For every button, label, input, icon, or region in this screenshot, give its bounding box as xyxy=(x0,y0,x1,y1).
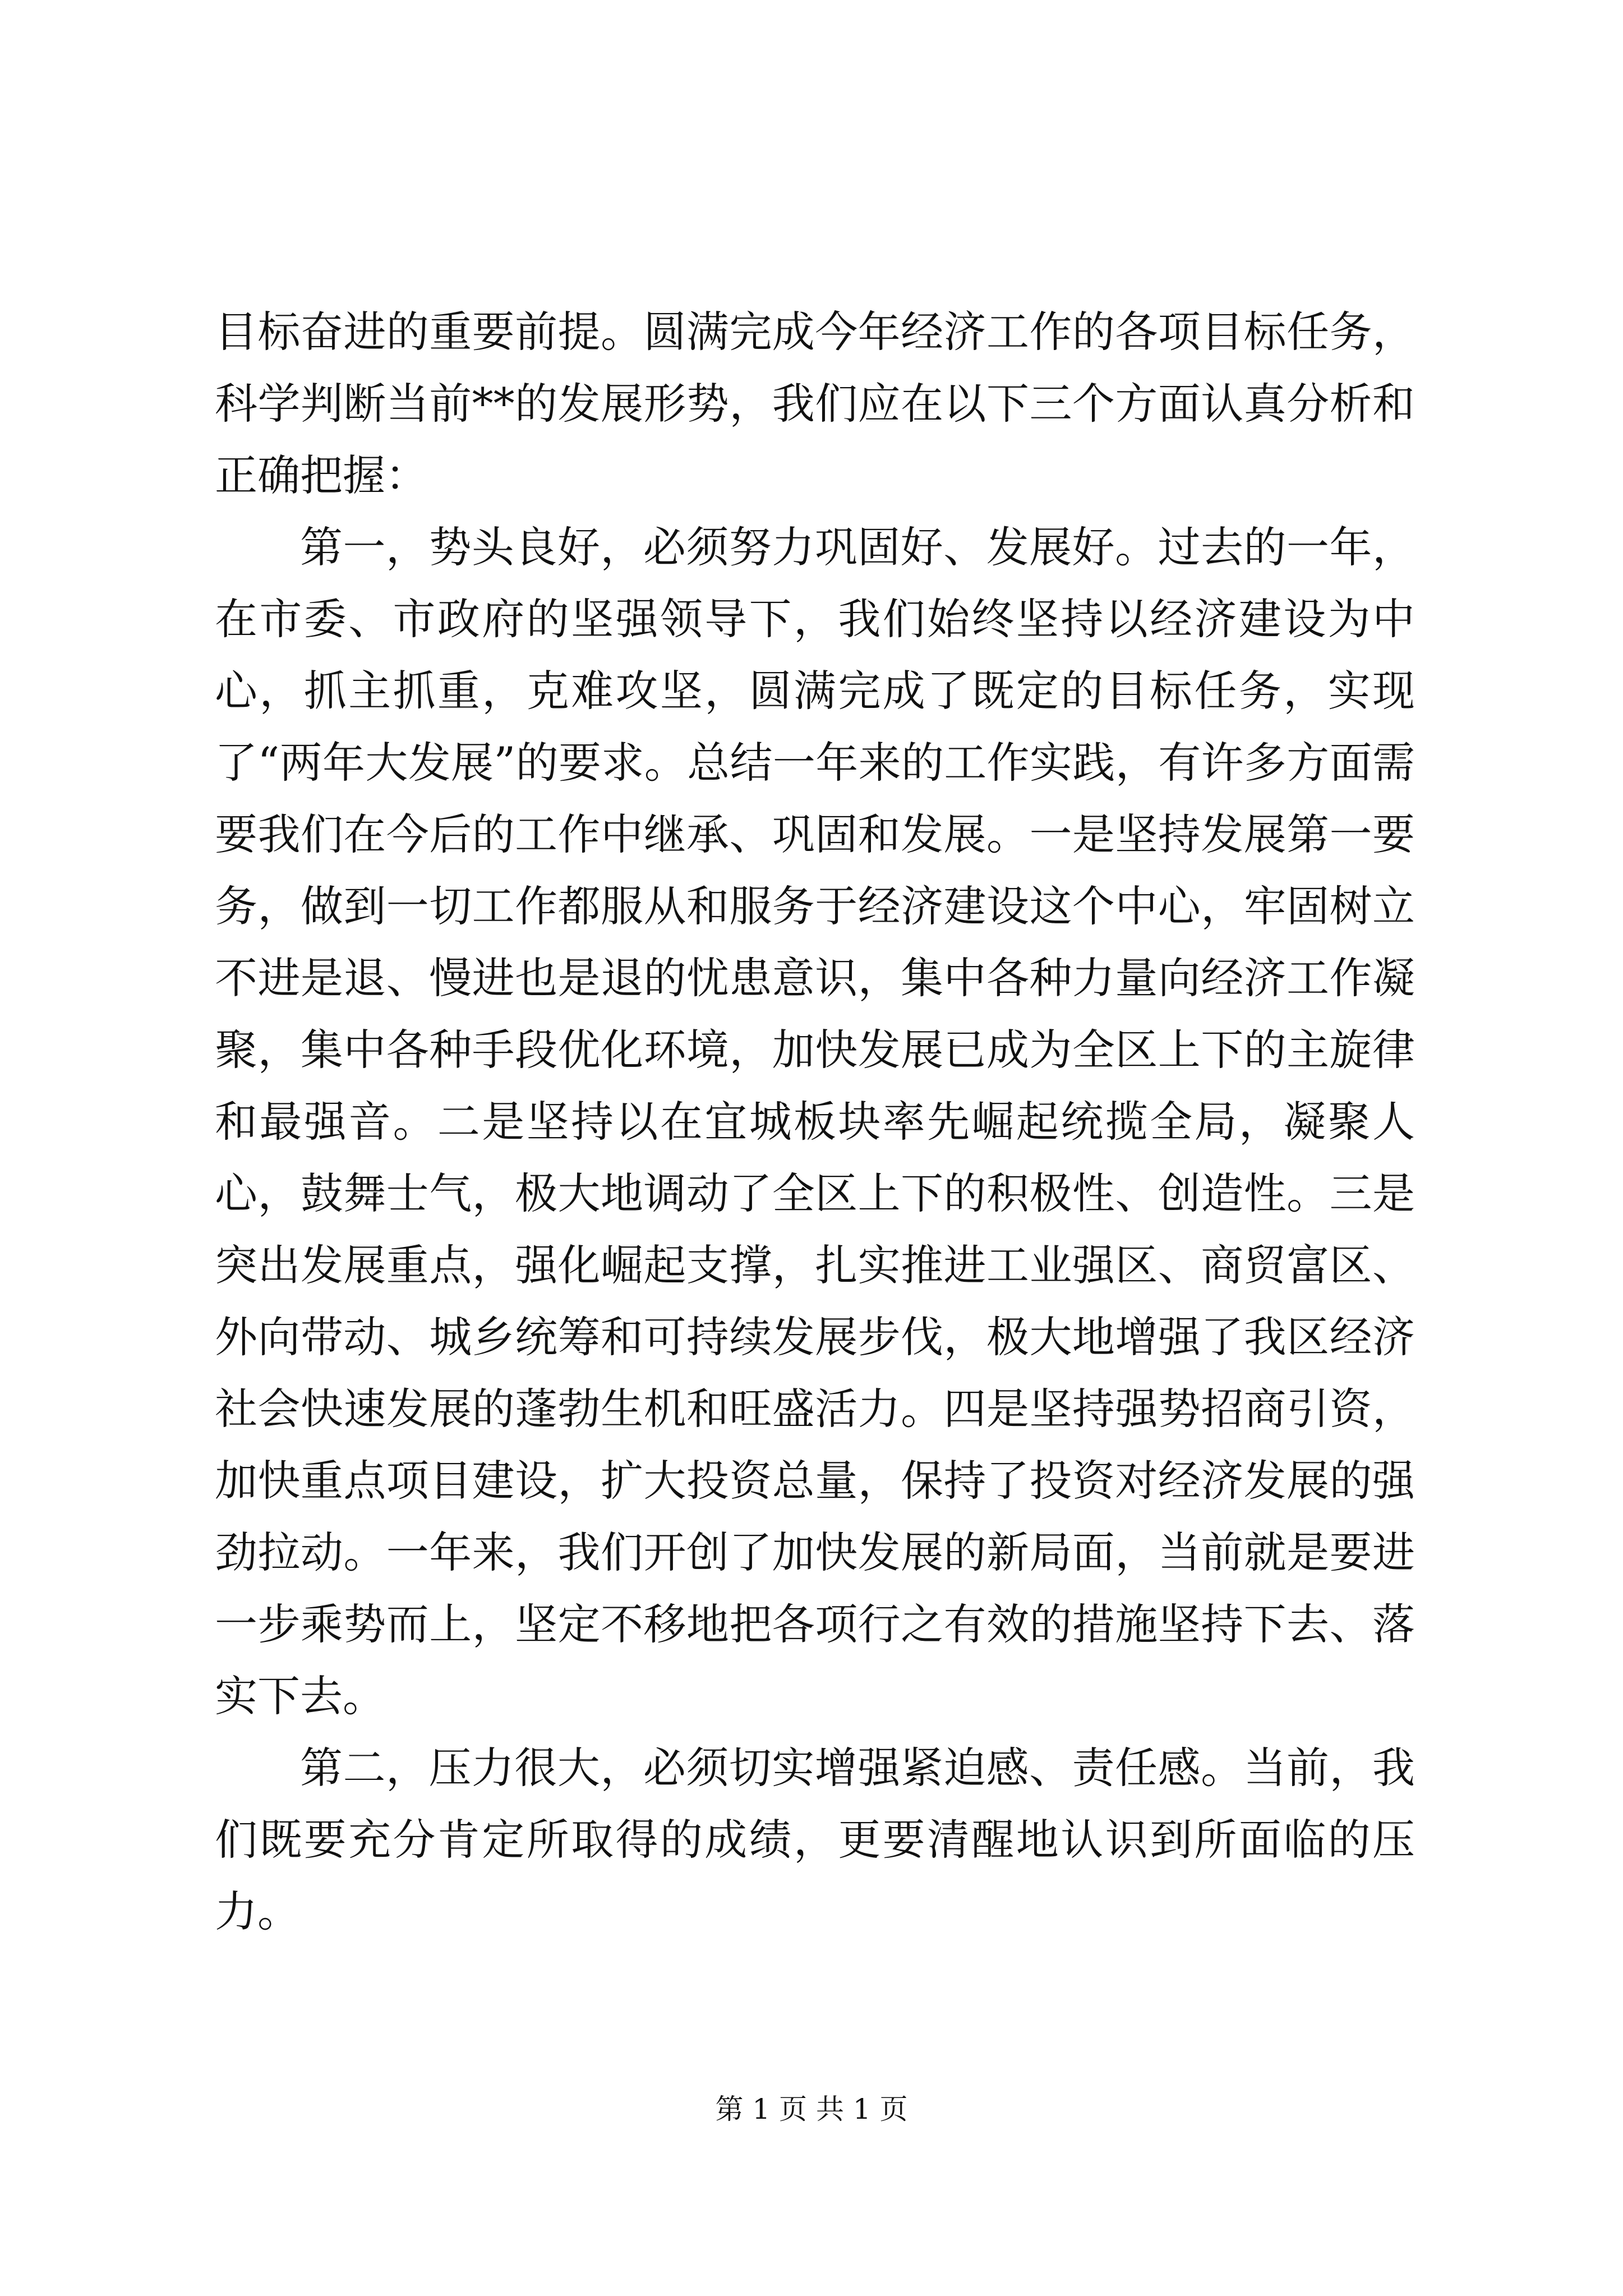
paragraph-continuation: 目标奋进的重要前提。圆满完成今年经济工作的各项目标任务，科学判断当前**的发展形势，我们应在以下三个方面认真分析和正确把握： xyxy=(215,307,1415,500)
page-footer: 第 1 页 共 1 页 xyxy=(715,2093,908,2125)
paragraph-first-point: 第一，势头良好，必须努力巩固好、发展好。过去的一年，在市委、市政府的坚强领导下，我们始终坚持以经济建设为中心，抓主抓重，克难攻坚，圆满完成了既定的目标任务，实现了“两年大发展”的要求。总结一年来的工作实践，有许多方面需要我们在今后的工作中继承、巩固和发展。一是坚持发展第一要务，做到一切工作都服从和服务于经济建设这个中心，牢固树立不进是退、慢进也是退的忧患意识，集中各种力量向经济工作凝聚，集中各种手段优化环境，加快发展已成为全区上下的主旋律和最强音。二是坚持以在宜城板块率先崛起统揽全局，凝聚人心，鼓舞士气，极大地调动了全区上下的积极性、创造性。三是突出发展重点，强化崛起支撑，扎实推进工业强区、商贸富区、外向带动、城乡统筹和可持续发展步伐，极大地增强了我区经济社会快速发展的蓬勃生机和旺盛活力。四是坚持强势招商引资，加快重点项目建设，扩大投资总量，保持了投资对经济发展的强劲拉动。一年来，我们开创了加快发展的新局面，当前就是要进一步乘势而上，坚定不移地把各项行之有效的措施坚持下去、落实下去。 xyxy=(215,522,1415,1721)
document-body xyxy=(215,296,1415,1948)
paragraph-second-point: 第二，压力很大，必须切实增强紧迫感、责任感。当前，我们既要充分肯定所取得的成绩，更要清醒地认识到所面临的压力。 xyxy=(215,1743,1415,1936)
